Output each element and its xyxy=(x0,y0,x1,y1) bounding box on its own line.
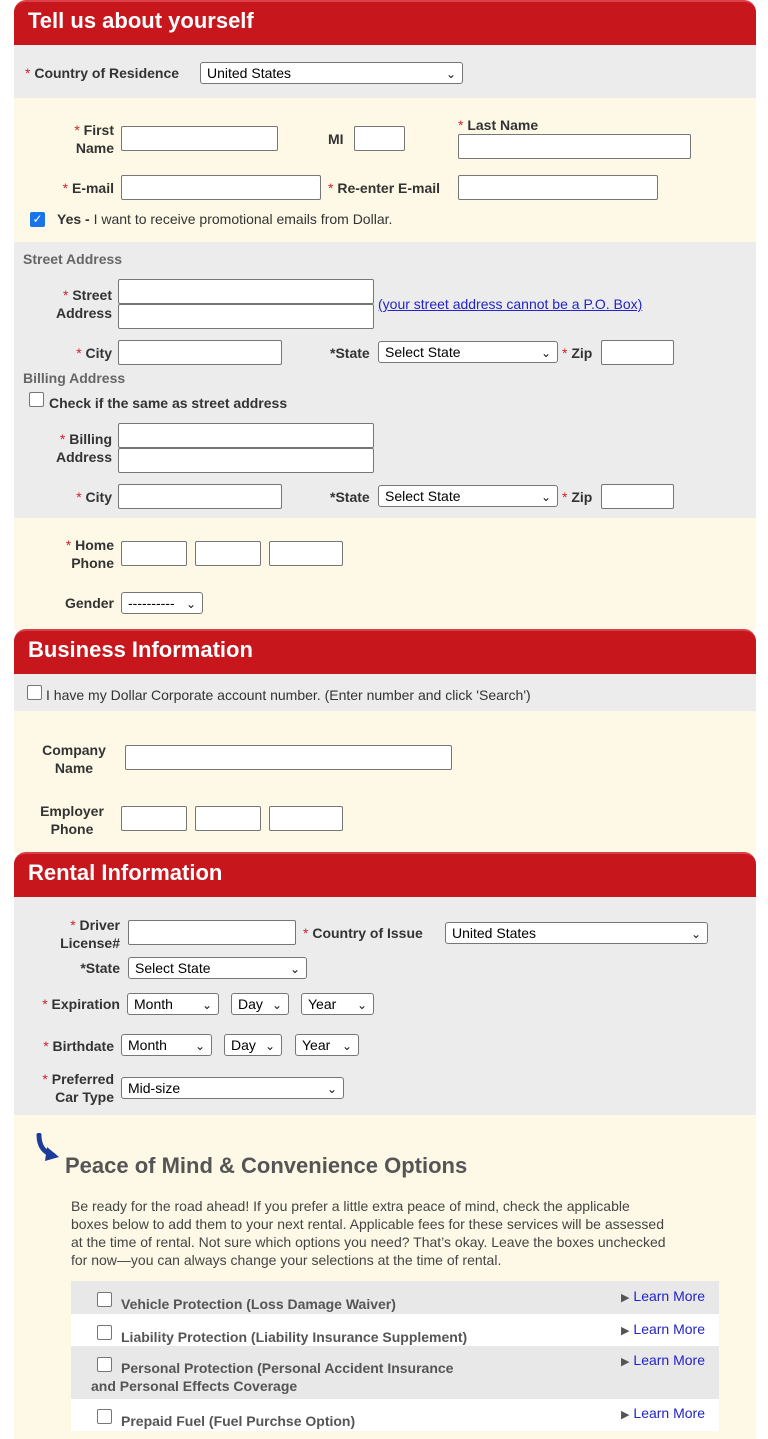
billing-state-label: *State xyxy=(330,489,370,505)
section-header-business xyxy=(14,629,756,674)
section-title: Business Information xyxy=(28,637,253,662)
last-name-label: * Last Name xyxy=(458,117,539,133)
birthdate-day-select[interactable]: Day ⌄ xyxy=(224,1034,282,1056)
company-band xyxy=(14,711,756,853)
email-label: * E-mail xyxy=(62,180,114,196)
state-select[interactable]: Select State ⌄ xyxy=(378,341,558,363)
chevron-down-icon: ⌄ xyxy=(264,1039,275,1053)
street-input-2[interactable] xyxy=(118,304,374,329)
driver-license-input[interactable] xyxy=(128,920,296,945)
option-row-vehicle xyxy=(71,1281,719,1314)
vehicle-protection-label: Vehicle Protection (Loss Damage Waiver) xyxy=(121,1296,396,1312)
chevron-down-icon: ⌄ xyxy=(341,1039,352,1053)
personal-protection-label: Personal Protection (Personal Accident Insurance xyxy=(121,1360,454,1376)
car-type-label: * Preferred Car Type xyxy=(42,1071,114,1105)
prepaid-fuel-checkbox[interactable] xyxy=(97,1409,112,1424)
chevron-down-icon: ⌄ xyxy=(326,1082,337,1096)
birthdate-label: * Birthdate xyxy=(43,1038,114,1054)
billing-city-label: * City xyxy=(76,489,112,505)
first-name-input[interactable] xyxy=(121,126,278,151)
chevron-down-icon: ⌄ xyxy=(271,998,282,1012)
employer-phone-area-input[interactable] xyxy=(121,806,187,831)
personal-protection-checkbox[interactable] xyxy=(97,1357,112,1372)
expiration-day-select[interactable]: Day ⌄ xyxy=(231,993,289,1015)
employer-phone-label: Employer Phone xyxy=(40,803,104,837)
mi-input[interactable] xyxy=(354,126,405,151)
country-label: * Country of Residence xyxy=(25,65,180,81)
learn-more-link[interactable]: ▶ Learn More xyxy=(620,1352,705,1368)
expiration-year-select[interactable]: Year ⌄ xyxy=(301,993,374,1015)
country-issue-label: * Country of Issue xyxy=(303,925,423,941)
chevron-down-icon: ⌄ xyxy=(201,998,212,1012)
billing-zip-label: * Zip xyxy=(562,489,593,505)
personal-protection-label-cont: and Personal Effects Coverage xyxy=(91,1378,298,1394)
license-state-select[interactable]: Select State ⌄ xyxy=(128,957,307,979)
street-input-1[interactable] xyxy=(118,279,374,304)
home-phone-line-input[interactable] xyxy=(269,541,343,566)
curved-arrow-icon xyxy=(35,1133,61,1163)
learn-more-link[interactable]: ▶ Learn More xyxy=(620,1321,705,1337)
city-label: * City xyxy=(76,345,112,361)
billing-zip-input[interactable] xyxy=(601,484,674,509)
promo-text: Yes - I want to receive promotional emails from Dollar. xyxy=(57,211,393,227)
section-title: Rental Information xyxy=(28,860,223,885)
home-phone-area-input[interactable] xyxy=(121,541,187,566)
employer-phone-prefix-input[interactable] xyxy=(195,806,261,831)
peace-title: Peace of Mind & Convenience Options xyxy=(65,1153,468,1178)
option-row-liability xyxy=(71,1314,719,1346)
chevron-down-icon: ⌄ xyxy=(289,962,300,976)
peace-description: Be ready for the road ahead! If you prefer a little extra peace of mind, check the applicable boxes below to add them to your next rental. Applicable fees for these services will be assessed at the time of rental. Not sure which options you need? That’s okay. Leave the boxes unchecked for now—you can always change your selections at the time of rental. xyxy=(71,1198,666,1268)
section-header-rental xyxy=(14,852,756,897)
learn-more-link[interactable]: ▶ Learn More xyxy=(620,1405,705,1421)
chevron-down-icon: ⌄ xyxy=(445,67,456,81)
billing-input-1[interactable] xyxy=(118,423,374,448)
expiration-month-select[interactable]: Month ⌄ xyxy=(127,993,219,1015)
triangle-right-icon: ▶ xyxy=(620,1292,630,1304)
same-as-street-label: Check if the same as street address xyxy=(49,395,288,411)
corporate-text: I have my Dollar Corporate account number. (Enter number and click 'Search') xyxy=(46,687,531,703)
triangle-right-icon: ▶ xyxy=(620,1325,630,1337)
triangle-right-icon: ▶ xyxy=(620,1356,630,1368)
mi-label: MI xyxy=(328,131,344,147)
liability-protection-checkbox[interactable] xyxy=(97,1325,112,1340)
liability-protection-label: Liability Protection (Liability Insurance Supplement) xyxy=(121,1329,468,1345)
section-header-about xyxy=(14,0,756,45)
billing-label: * Billing Address xyxy=(55,431,112,465)
billing-city-input[interactable] xyxy=(118,484,282,509)
gender-label: Gender xyxy=(64,595,114,611)
vehicle-protection-checkbox[interactable] xyxy=(97,1292,112,1307)
option-row-personal xyxy=(71,1346,719,1399)
car-type-select[interactable]: Mid-size ⌄ xyxy=(121,1077,344,1099)
license-state-label: *State xyxy=(80,960,120,976)
checkmark-icon: ✓ xyxy=(32,212,43,226)
last-name-input[interactable] xyxy=(458,134,691,159)
home-phone-prefix-input[interactable] xyxy=(195,541,261,566)
prepaid-fuel-label: Prepaid Fuel (Fuel Purchse Option) xyxy=(121,1413,356,1429)
country-issue-select[interactable]: United States ⌄ xyxy=(445,922,708,944)
company-name-label: Company Name xyxy=(42,742,106,776)
city-input[interactable] xyxy=(118,340,282,365)
reenter-email-label: * Re-enter E-mail xyxy=(328,180,441,196)
driver-license-label: * Driver License# xyxy=(60,917,120,951)
same-as-street-checkbox[interactable] xyxy=(29,392,44,407)
billing-input-2[interactable] xyxy=(118,448,374,473)
first-name-label: * First Name xyxy=(74,122,114,156)
promo-checkbox[interactable] xyxy=(30,212,45,227)
email-input[interactable] xyxy=(121,175,321,200)
chevron-down-icon: ⌄ xyxy=(185,597,196,611)
billing-section-title: Billing Address xyxy=(23,370,126,386)
po-box-note-link[interactable]: (your street address cannot be a P.O. Box) xyxy=(378,296,643,312)
triangle-right-icon: ▶ xyxy=(620,1409,630,1421)
employer-phone-line-input[interactable] xyxy=(269,806,343,831)
section-title: Tell us about yourself xyxy=(28,8,254,33)
option-row-fuel xyxy=(71,1399,719,1431)
chevron-down-icon: ⌄ xyxy=(194,1039,205,1053)
street-section-title: Street Address xyxy=(23,251,123,267)
state-label: *State xyxy=(330,345,370,361)
birthdate-month-select[interactable]: Month ⌄ xyxy=(121,1034,212,1056)
birthdate-year-select[interactable]: Year ⌄ xyxy=(295,1034,359,1056)
home-phone-label: * Home Phone xyxy=(65,537,114,571)
zip-label: * Zip xyxy=(562,345,593,361)
expiration-label: * Expiration xyxy=(42,996,120,1012)
zip-input[interactable] xyxy=(601,340,674,365)
chevron-down-icon: ⌄ xyxy=(356,998,367,1012)
country-select[interactable]: United States ⌄ xyxy=(200,62,463,84)
chevron-down-icon: ⌄ xyxy=(540,346,551,360)
corporate-checkbox[interactable] xyxy=(27,685,42,700)
company-name-input[interactable] xyxy=(125,745,452,770)
learn-more-link[interactable]: ▶ Learn More xyxy=(620,1288,705,1304)
billing-state-select[interactable]: Select State ⌄ xyxy=(378,485,558,507)
reenter-email-input[interactable] xyxy=(458,175,658,200)
chevron-down-icon: ⌄ xyxy=(540,490,551,504)
chevron-down-icon: ⌄ xyxy=(690,927,701,941)
street-label: * Street Address xyxy=(55,287,112,321)
gender-select[interactable]: ---------- ⌄ xyxy=(121,592,203,614)
